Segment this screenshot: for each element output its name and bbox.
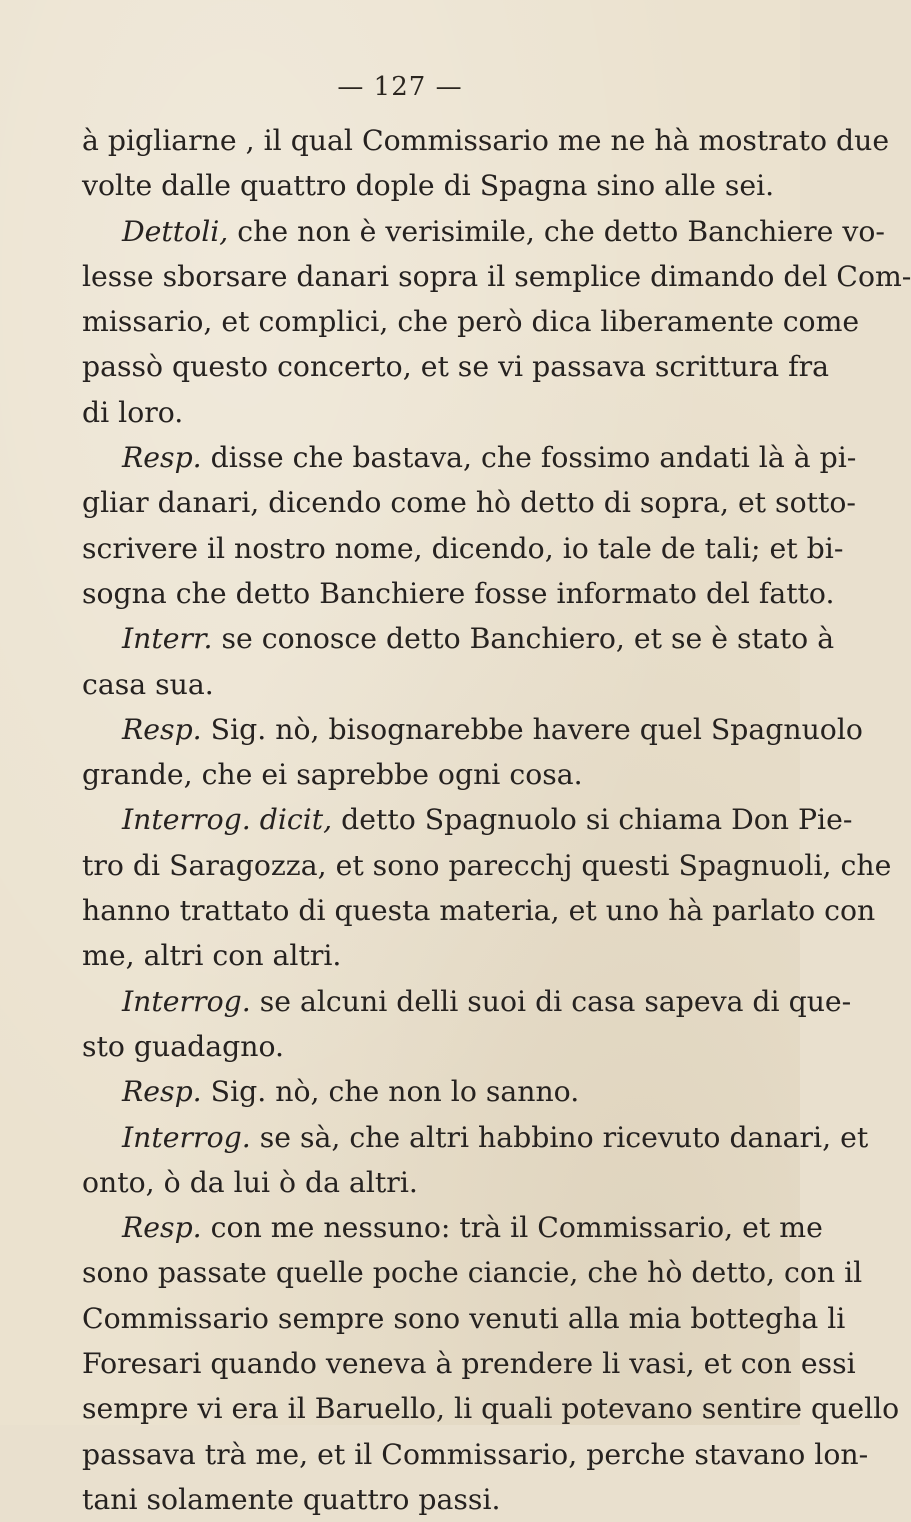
- text-span: sto guadagno.: [82, 1029, 284, 1063]
- italic-text: Resp.: [122, 441, 202, 475]
- text-line: [82, 435, 857, 480]
- text-span: grande, che ei saprebbe ogni cosa.: [82, 758, 583, 792]
- italic-text: Interrog.: [122, 984, 251, 1018]
- text-span: volte dalle quattro dople di Spagna sino alle sei.: [82, 169, 775, 203]
- text-span: se sà, che altri habbino ricevuto danari, et: [250, 1120, 869, 1154]
- text-line: [82, 1024, 770, 1069]
- text-span: di loro.: [82, 395, 184, 429]
- text-line: [82, 888, 876, 933]
- text-line: [82, 344, 830, 389]
- italic-text: Resp.: [122, 1075, 202, 1109]
- text-line: [82, 1250, 863, 1295]
- text-line: [82, 1296, 846, 1341]
- italic-text: Interrog.: [122, 1120, 251, 1154]
- text-span: sempre vi era il Baruello, li quali potevano sentire quello: [82, 1392, 900, 1426]
- text-span: se alcuni delli suoi di casa sapeva di que-: [250, 984, 852, 1018]
- text-line: [82, 1069, 770, 1114]
- text-span: casa sua.: [82, 667, 214, 701]
- italic-text: Resp.: [122, 1211, 202, 1245]
- text-line: [82, 707, 863, 752]
- text-span: sono passate quelle poche ciancie, che hò detto, con il: [82, 1256, 863, 1290]
- text-span: à pigliarne , il qual Commissario me ne hà mostrato due: [82, 124, 890, 157]
- text-span: disse che bastava, che fossimo andati là à pi-: [201, 441, 857, 475]
- text-span: scrivere il nostro nome, dicendo, io tale de tali; et bi-: [82, 531, 844, 565]
- text-span: lesse sborsare danari sopra il semplice dimando del Com-: [82, 259, 911, 293]
- text-span: Foresari quando veneva à prendere li vasi, et con essi: [82, 1347, 856, 1381]
- text-span: Sig. nò, che non lo sanno.: [201, 1075, 580, 1109]
- text-span: Sig. nò, bisognarebbe havere quel Spagnuolo: [201, 712, 863, 746]
- text-span: me, altri con altri.: [82, 939, 342, 973]
- italic-text: Dettoli,: [122, 214, 229, 248]
- text-line: [82, 163, 775, 208]
- text-span: hanno trattato di questa materia, et uno hà parlato con: [82, 894, 876, 928]
- text-span: tani solamente quattro passi.: [82, 1482, 501, 1516]
- text-span: sogna che detto Banchiere fosse informato del fatto.: [82, 576, 835, 610]
- text-span: onto, ò da lui ò da altri.: [82, 1165, 418, 1199]
- text-line: [82, 797, 853, 842]
- text-line: [82, 616, 835, 661]
- italic-text: Interrog. dicit,: [122, 803, 333, 837]
- page-number: — 127 —: [337, 72, 463, 102]
- body-text: [82, 118, 911, 1522]
- text-line: [82, 752, 770, 797]
- text-line: [82, 1205, 823, 1250]
- text-line: [82, 1432, 869, 1477]
- text-line: [82, 843, 892, 888]
- text-line: [82, 979, 852, 1024]
- text-span: passò questo concerto, et se vi passava scrittura fra: [82, 350, 830, 384]
- text-line: [82, 118, 890, 163]
- text-line: [82, 209, 885, 254]
- text-span: gliar danari, dicendo come hò detto di sopra, et sotto-: [82, 486, 856, 520]
- italic-text: Resp.: [122, 712, 202, 746]
- text-span: passava trà me, et il Commissario, perche stavano lon-: [82, 1437, 869, 1471]
- text-line: [82, 662, 770, 707]
- text-line: [82, 933, 770, 978]
- text-span: che non è verisimile, che detto Banchiere vo-: [228, 214, 885, 248]
- text-line: [82, 571, 835, 616]
- italic-text: Interr.: [122, 622, 213, 656]
- text-span: con me nessuno: trà il Commissario, et me: [201, 1211, 823, 1245]
- text-line: [82, 1386, 900, 1431]
- text-span: missario, et complici, che però dica liberamente come: [82, 305, 860, 339]
- text-line: [82, 1160, 770, 1205]
- text-span: se conosce detto Banchiero, et se è stato à: [212, 622, 835, 656]
- text-line: [82, 1477, 770, 1522]
- text-span: Commissario sempre sono venuti alla mia bottegha li: [82, 1301, 846, 1335]
- text-span: tro di Saragozza, et sono parecchj questi Spagnuoli, che: [82, 848, 892, 882]
- text-line: [82, 390, 770, 435]
- text-line: [82, 299, 860, 344]
- text-line: [82, 1341, 856, 1386]
- text-span: detto Spagnuolo si chiama Don Pie-: [332, 803, 853, 837]
- text-line: [82, 480, 856, 525]
- text-line: [82, 254, 911, 299]
- text-line: [82, 526, 844, 571]
- text-line: [82, 1115, 869, 1160]
